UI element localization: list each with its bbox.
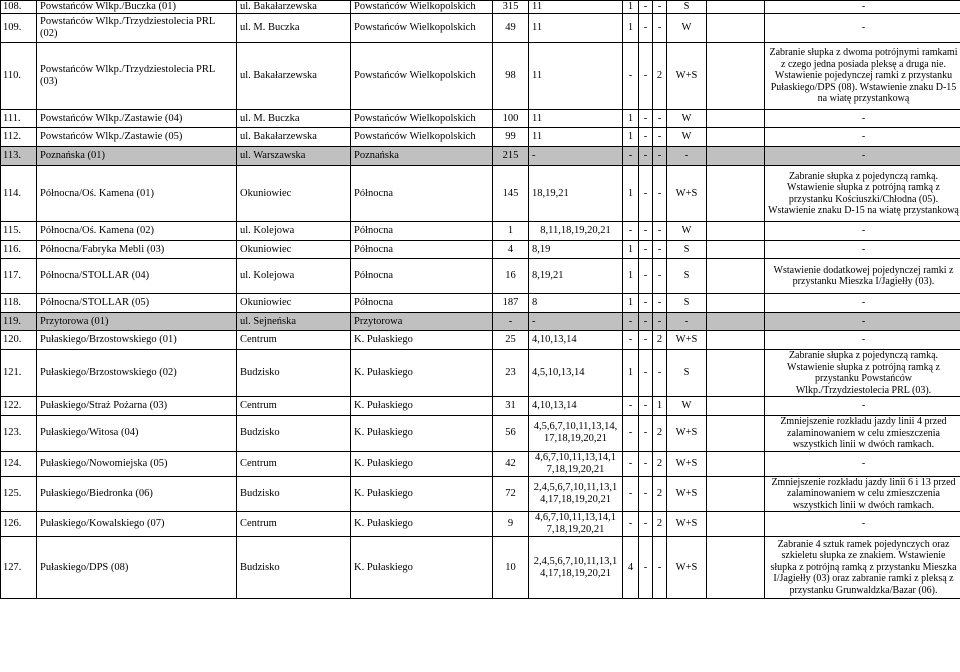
street-name-cell: Północna	[351, 166, 493, 222]
count-c-cell: -	[653, 110, 667, 128]
direction-cell: Budzisko	[237, 537, 351, 599]
stop-name-cell: Powstańców Wlkp./Zastawie (05)	[37, 128, 237, 147]
count-b-cell: -	[639, 537, 653, 599]
direction-cell: Okuniowiec	[237, 166, 351, 222]
table-row	[1, 259, 960, 294]
distance-cell: 42	[493, 451, 529, 476]
count-c-cell: 2	[653, 512, 667, 537]
direction-cell: Centrum	[237, 451, 351, 476]
direction-cell: ul. Kolejowa	[237, 222, 351, 241]
count-a-cell: -	[623, 476, 639, 512]
count-a-cell: -	[623, 331, 639, 350]
remarks-cell: -	[765, 397, 960, 416]
count-c-cell: -	[653, 241, 667, 259]
row-number-cell: 121.	[1, 350, 37, 397]
extra-cell	[707, 350, 765, 397]
count-a-cell: -	[623, 313, 639, 331]
count-c-cell: -	[653, 147, 667, 166]
distance-cell: 16	[493, 259, 529, 294]
remarks-cell: Zmniejszenie rozkładu jazdy linii 4 przed zalaminowaniem w celu zmieszczenia wszystkich linii w dwóch ramkach.	[765, 416, 960, 452]
table-row	[1, 128, 960, 147]
type-cell: W+S	[667, 166, 707, 222]
remarks-cell: -	[765, 331, 960, 350]
count-b-cell: -	[639, 350, 653, 397]
lines-cell: 2,4,5,6,7,10,11,13,14,17,18,19,20,21	[529, 476, 623, 512]
count-c-cell: -	[653, 1, 667, 14]
lines-cell: 8,19,21	[529, 259, 623, 294]
street-name-cell: Północna	[351, 294, 493, 313]
row-number-cell: 125.	[1, 476, 37, 512]
distance-cell: 72	[493, 476, 529, 512]
direction-cell: ul. M. Buczka	[237, 110, 351, 128]
direction-cell: ul. M. Buczka	[237, 14, 351, 43]
direction-cell: Okuniowiec	[237, 294, 351, 313]
street-name-cell: K. Pułaskiego	[351, 416, 493, 452]
direction-cell: ul. Bakałarzewska	[237, 43, 351, 110]
table-row	[1, 512, 960, 537]
table-row	[1, 222, 960, 241]
distance-cell: 145	[493, 166, 529, 222]
direction-cell: ul. Warszawska	[237, 147, 351, 166]
distance-cell: 1	[493, 222, 529, 241]
extra-cell	[707, 166, 765, 222]
table-row	[1, 350, 960, 397]
count-b-cell: -	[639, 110, 653, 128]
lines-cell: 11	[529, 110, 623, 128]
lines-cell: 4,10,13,14	[529, 331, 623, 350]
count-b-cell: -	[639, 397, 653, 416]
count-a-cell: 1	[623, 294, 639, 313]
stop-name-cell: Przytorowa (01)	[37, 313, 237, 331]
distance-cell: 25	[493, 331, 529, 350]
street-name-cell: Poznańska	[351, 147, 493, 166]
row-number-cell: 109.	[1, 14, 37, 43]
lines-cell: 18,19,21	[529, 166, 623, 222]
type-cell: S	[667, 1, 707, 14]
lines-cell: 8	[529, 294, 623, 313]
street-name-cell: K. Pułaskiego	[351, 331, 493, 350]
extra-cell	[707, 313, 765, 331]
extra-cell	[707, 476, 765, 512]
direction-cell: ul. Sejneńska	[237, 313, 351, 331]
distance-cell: 4	[493, 241, 529, 259]
stop-name-cell: Pułaskiego/Brzostowskiego (01)	[37, 331, 237, 350]
count-a-cell: 1	[623, 110, 639, 128]
count-b-cell: -	[639, 1, 653, 14]
extra-cell	[707, 147, 765, 166]
count-b-cell: -	[639, 313, 653, 331]
count-a-cell: 4	[623, 537, 639, 599]
street-name-cell: K. Pułaskiego	[351, 512, 493, 537]
type-cell: -	[667, 313, 707, 331]
count-c-cell: -	[653, 350, 667, 397]
distance-cell: 23	[493, 350, 529, 397]
remarks-cell: Zabranie 4 sztuk ramek pojedynczych oraz szkieletu słupka ze znakiem. Wstawienie słupka z potrójną ramką z przystanku Mieszka I/Jagiełły (03) oraz zabranie ramki z pleksą z przystanku Grunwaldzka/Bazar (06).	[765, 537, 960, 599]
count-b-cell: -	[639, 147, 653, 166]
count-a-cell: -	[623, 222, 639, 241]
row-number-cell: 123.	[1, 416, 37, 452]
row-number-cell: 112.	[1, 128, 37, 147]
street-name-cell: Powstańców Wielkopolskich	[351, 1, 493, 14]
street-name-cell: Północna	[351, 222, 493, 241]
lines-cell: 11	[529, 1, 623, 14]
lines-cell: 11	[529, 128, 623, 147]
type-cell: S	[667, 241, 707, 259]
count-b-cell: -	[639, 294, 653, 313]
street-name-cell: K. Pułaskiego	[351, 350, 493, 397]
table-row	[1, 14, 960, 43]
street-name-cell: Powstańców Wielkopolskich	[351, 14, 493, 43]
stop-name-cell: Powstańców Wlkp./Buczka (01)	[37, 1, 237, 14]
street-name-cell: Powstańców Wielkopolskich	[351, 128, 493, 147]
row-number-cell: 119.	[1, 313, 37, 331]
lines-cell: 11	[529, 14, 623, 43]
row-number-cell: 126.	[1, 512, 37, 537]
stop-name-cell: Północna/Oś. Kamena (02)	[37, 222, 237, 241]
remarks-cell: -	[765, 241, 960, 259]
count-b-cell: -	[639, 331, 653, 350]
count-c-cell: 2	[653, 451, 667, 476]
street-name-cell: Północna	[351, 259, 493, 294]
count-c-cell: -	[653, 259, 667, 294]
count-b-cell: -	[639, 128, 653, 147]
remarks-cell: Zabranie słupka z dwoma potrójnymi ramkami z czego jedna posiada pleksę a druga nie. Wstawienie pojedynczej ramki z przystanku Pułaskiego/DPS (08). Wstawienie znaku D-15 na wiatę przystankową	[765, 43, 960, 110]
extra-cell	[707, 331, 765, 350]
remarks-cell: Zabranie słupka z pojedynczą ramką. Wstawienie słupka z potrójną ramką z przystanku Powstańców Wlkp./Trzydziestolecia PRL (03).	[765, 350, 960, 397]
table-row	[1, 110, 960, 128]
row-number-cell: 111.	[1, 110, 37, 128]
extra-cell	[707, 451, 765, 476]
remarks-cell: -	[765, 110, 960, 128]
type-cell: W+S	[667, 476, 707, 512]
lines-cell: 4,6,7,10,11,13,14,17,18,19,20,21	[529, 451, 623, 476]
type-cell: S	[667, 350, 707, 397]
table-row	[1, 331, 960, 350]
count-a-cell: 1	[623, 166, 639, 222]
extra-cell	[707, 110, 765, 128]
count-a-cell: -	[623, 512, 639, 537]
remarks-cell: -	[765, 1, 960, 14]
lines-cell: 8,19	[529, 241, 623, 259]
table-row	[1, 537, 960, 599]
table-row	[1, 43, 960, 110]
remarks-cell: -	[765, 147, 960, 166]
table-row	[1, 397, 960, 416]
count-c-cell: 1	[653, 397, 667, 416]
direction-cell: ul. Kolejowa	[237, 259, 351, 294]
extra-cell	[707, 416, 765, 452]
remarks-cell: Zmniejszenie rozkładu jazdy linii 6 i 13 przed zalaminowaniem w celu zmieszczenia wszystkich linii w dwóch ramkach.	[765, 476, 960, 512]
extra-cell	[707, 241, 765, 259]
direction-cell: Budzisko	[237, 350, 351, 397]
count-c-cell: 2	[653, 331, 667, 350]
direction-cell: Budzisko	[237, 476, 351, 512]
count-c-cell: 2	[653, 476, 667, 512]
table-row	[1, 1, 960, 14]
street-name-cell: Powstańców Wielkopolskich	[351, 110, 493, 128]
type-cell: W	[667, 222, 707, 241]
extra-cell	[707, 14, 765, 43]
stop-name-cell: Pułaskiego/Kowalskiego (07)	[37, 512, 237, 537]
extra-cell	[707, 128, 765, 147]
count-c-cell: 2	[653, 43, 667, 110]
row-number-cell: 114.	[1, 166, 37, 222]
row-number-cell: 113.	[1, 147, 37, 166]
lines-cell: 8,11,18,19,20,21	[529, 222, 623, 241]
extra-cell	[707, 222, 765, 241]
stop-name-cell: Powstańców Wlkp./Trzydziestolecia PRL (02)	[37, 14, 237, 43]
row-number-cell: 120.	[1, 331, 37, 350]
type-cell: W+S	[667, 451, 707, 476]
count-a-cell: -	[623, 43, 639, 110]
count-c-cell: -	[653, 166, 667, 222]
count-a-cell: 1	[623, 1, 639, 14]
count-b-cell: -	[639, 222, 653, 241]
count-a-cell: -	[623, 147, 639, 166]
table-row	[1, 416, 960, 452]
remarks-cell: -	[765, 294, 960, 313]
type-cell: S	[667, 259, 707, 294]
street-name-cell: K. Pułaskiego	[351, 537, 493, 599]
distance-cell: 98	[493, 43, 529, 110]
extra-cell	[707, 259, 765, 294]
row-number-cell: 116.	[1, 241, 37, 259]
distance-cell: 315	[493, 1, 529, 14]
stop-name-cell: Powstańców Wlkp./Trzydziestolecia PRL (03)	[37, 43, 237, 110]
distance-cell: 31	[493, 397, 529, 416]
stop-name-cell: Północna/STOLLAR (05)	[37, 294, 237, 313]
row-number-cell: 118.	[1, 294, 37, 313]
direction-cell: Budzisko	[237, 416, 351, 452]
distance-cell: 215	[493, 147, 529, 166]
lines-cell: -	[529, 313, 623, 331]
stop-name-cell: Pułaskiego/DPS (08)	[37, 537, 237, 599]
type-cell: W	[667, 110, 707, 128]
stop-name-cell: Północna/Fabryka Mebli (03)	[37, 241, 237, 259]
count-c-cell: -	[653, 313, 667, 331]
extra-cell	[707, 43, 765, 110]
remarks-cell: -	[765, 128, 960, 147]
type-cell: W+S	[667, 537, 707, 599]
extra-cell	[707, 537, 765, 599]
type-cell: W+S	[667, 43, 707, 110]
direction-cell: Centrum	[237, 331, 351, 350]
count-a-cell: 1	[623, 350, 639, 397]
remarks-cell: -	[765, 512, 960, 537]
distance-cell: 100	[493, 110, 529, 128]
count-a-cell: 1	[623, 241, 639, 259]
count-b-cell: -	[639, 512, 653, 537]
type-cell: W	[667, 14, 707, 43]
type-cell: W+S	[667, 512, 707, 537]
count-b-cell: -	[639, 476, 653, 512]
row-number-cell: 122.	[1, 397, 37, 416]
lines-cell: 2,4,5,6,7,10,11,13,14,17,18,19,20,21	[529, 537, 623, 599]
lines-cell: -	[529, 147, 623, 166]
distance-cell: 99	[493, 128, 529, 147]
table-row	[1, 241, 960, 259]
type-cell: W+S	[667, 416, 707, 452]
street-name-cell: K. Pułaskiego	[351, 397, 493, 416]
count-a-cell: 1	[623, 259, 639, 294]
stop-name-cell: Pułaskiego/Witosa (04)	[37, 416, 237, 452]
count-a-cell: 1	[623, 128, 639, 147]
distance-cell: -	[493, 313, 529, 331]
remarks-cell: Zabranie słupka z pojedynczą ramką. Wstawienie słupka z potrójną ramką z przystanku Kościuszki/Chłodna (05). Wstawienie znaku D-15 na wiatę przystankową	[765, 166, 960, 222]
lines-cell: 4,5,6,7,10,11,13,14,17,18,19,20,21	[529, 416, 623, 452]
table-row	[1, 147, 960, 166]
lines-cell: 11	[529, 43, 623, 110]
type-cell: W+S	[667, 331, 707, 350]
row-number-cell: 127.	[1, 537, 37, 599]
count-b-cell: -	[639, 14, 653, 43]
count-c-cell: -	[653, 14, 667, 43]
remarks-cell: -	[765, 451, 960, 476]
remarks-cell: -	[765, 222, 960, 241]
row-number-cell: 115.	[1, 222, 37, 241]
type-cell: -	[667, 147, 707, 166]
remarks-cell: -	[765, 313, 960, 331]
row-number-cell: 108.	[1, 1, 37, 14]
street-name-cell: Przytorowa	[351, 313, 493, 331]
count-b-cell: -	[639, 43, 653, 110]
street-name-cell: Północna	[351, 241, 493, 259]
extra-cell	[707, 512, 765, 537]
stop-name-cell: Powstańców Wlkp./Zastawie (04)	[37, 110, 237, 128]
stop-name-cell: Północna/STOLLAR (04)	[37, 259, 237, 294]
street-name-cell: K. Pułaskiego	[351, 476, 493, 512]
row-number-cell: 117.	[1, 259, 37, 294]
extra-cell	[707, 1, 765, 14]
count-a-cell: 1	[623, 14, 639, 43]
count-c-cell: -	[653, 537, 667, 599]
type-cell: S	[667, 294, 707, 313]
stop-name-cell: Północna/Oś. Kamena (01)	[37, 166, 237, 222]
street-name-cell: K. Pułaskiego	[351, 451, 493, 476]
direction-cell: ul. Bakałarzewska	[237, 128, 351, 147]
row-number-cell: 124.	[1, 451, 37, 476]
table-row	[1, 313, 960, 331]
count-b-cell: -	[639, 241, 653, 259]
count-c-cell: -	[653, 222, 667, 241]
count-a-cell: -	[623, 416, 639, 452]
table-row	[1, 166, 960, 222]
direction-cell: ul. Bakałarzewska	[237, 1, 351, 14]
row-number-cell: 110.	[1, 43, 37, 110]
stop-name-cell: Poznańska (01)	[37, 147, 237, 166]
stop-name-cell: Pułaskiego/Brzostowskiego (02)	[37, 350, 237, 397]
direction-cell: Centrum	[237, 397, 351, 416]
count-b-cell: -	[639, 451, 653, 476]
stop-name-cell: Pułaskiego/Straż Pożarna (03)	[37, 397, 237, 416]
remarks-cell: Wstawienie dodatkowej pojedynczej ramki z przystanku Mieszka I/Jagiełły (03).	[765, 259, 960, 294]
extra-cell	[707, 294, 765, 313]
count-b-cell: -	[639, 416, 653, 452]
extra-cell	[707, 397, 765, 416]
distance-cell: 187	[493, 294, 529, 313]
stop-name-cell: Pułaskiego/Nowomiejska (05)	[37, 451, 237, 476]
direction-cell: Okuniowiec	[237, 241, 351, 259]
stop-name-cell: Pułaskiego/Biedronka (06)	[37, 476, 237, 512]
direction-cell: Centrum	[237, 512, 351, 537]
distance-cell: 9	[493, 512, 529, 537]
count-a-cell: -	[623, 397, 639, 416]
count-a-cell: -	[623, 451, 639, 476]
count-b-cell: -	[639, 259, 653, 294]
count-c-cell: 2	[653, 416, 667, 452]
table-row	[1, 294, 960, 313]
street-name-cell: Powstańców Wielkopolskich	[351, 43, 493, 110]
remarks-cell: -	[765, 14, 960, 43]
table-row	[1, 451, 960, 476]
lines-cell: 4,5,10,13,14	[529, 350, 623, 397]
lines-cell: 4,10,13,14	[529, 397, 623, 416]
type-cell: W	[667, 397, 707, 416]
count-b-cell: -	[639, 166, 653, 222]
distance-cell: 56	[493, 416, 529, 452]
count-c-cell: -	[653, 128, 667, 147]
count-c-cell: -	[653, 294, 667, 313]
type-cell: W	[667, 128, 707, 147]
distance-cell: 49	[493, 14, 529, 43]
lines-cell: 4,6,7,10,11,13,14,17,18,19,20,21	[529, 512, 623, 537]
distance-cell: 10	[493, 537, 529, 599]
table-row	[1, 476, 960, 512]
